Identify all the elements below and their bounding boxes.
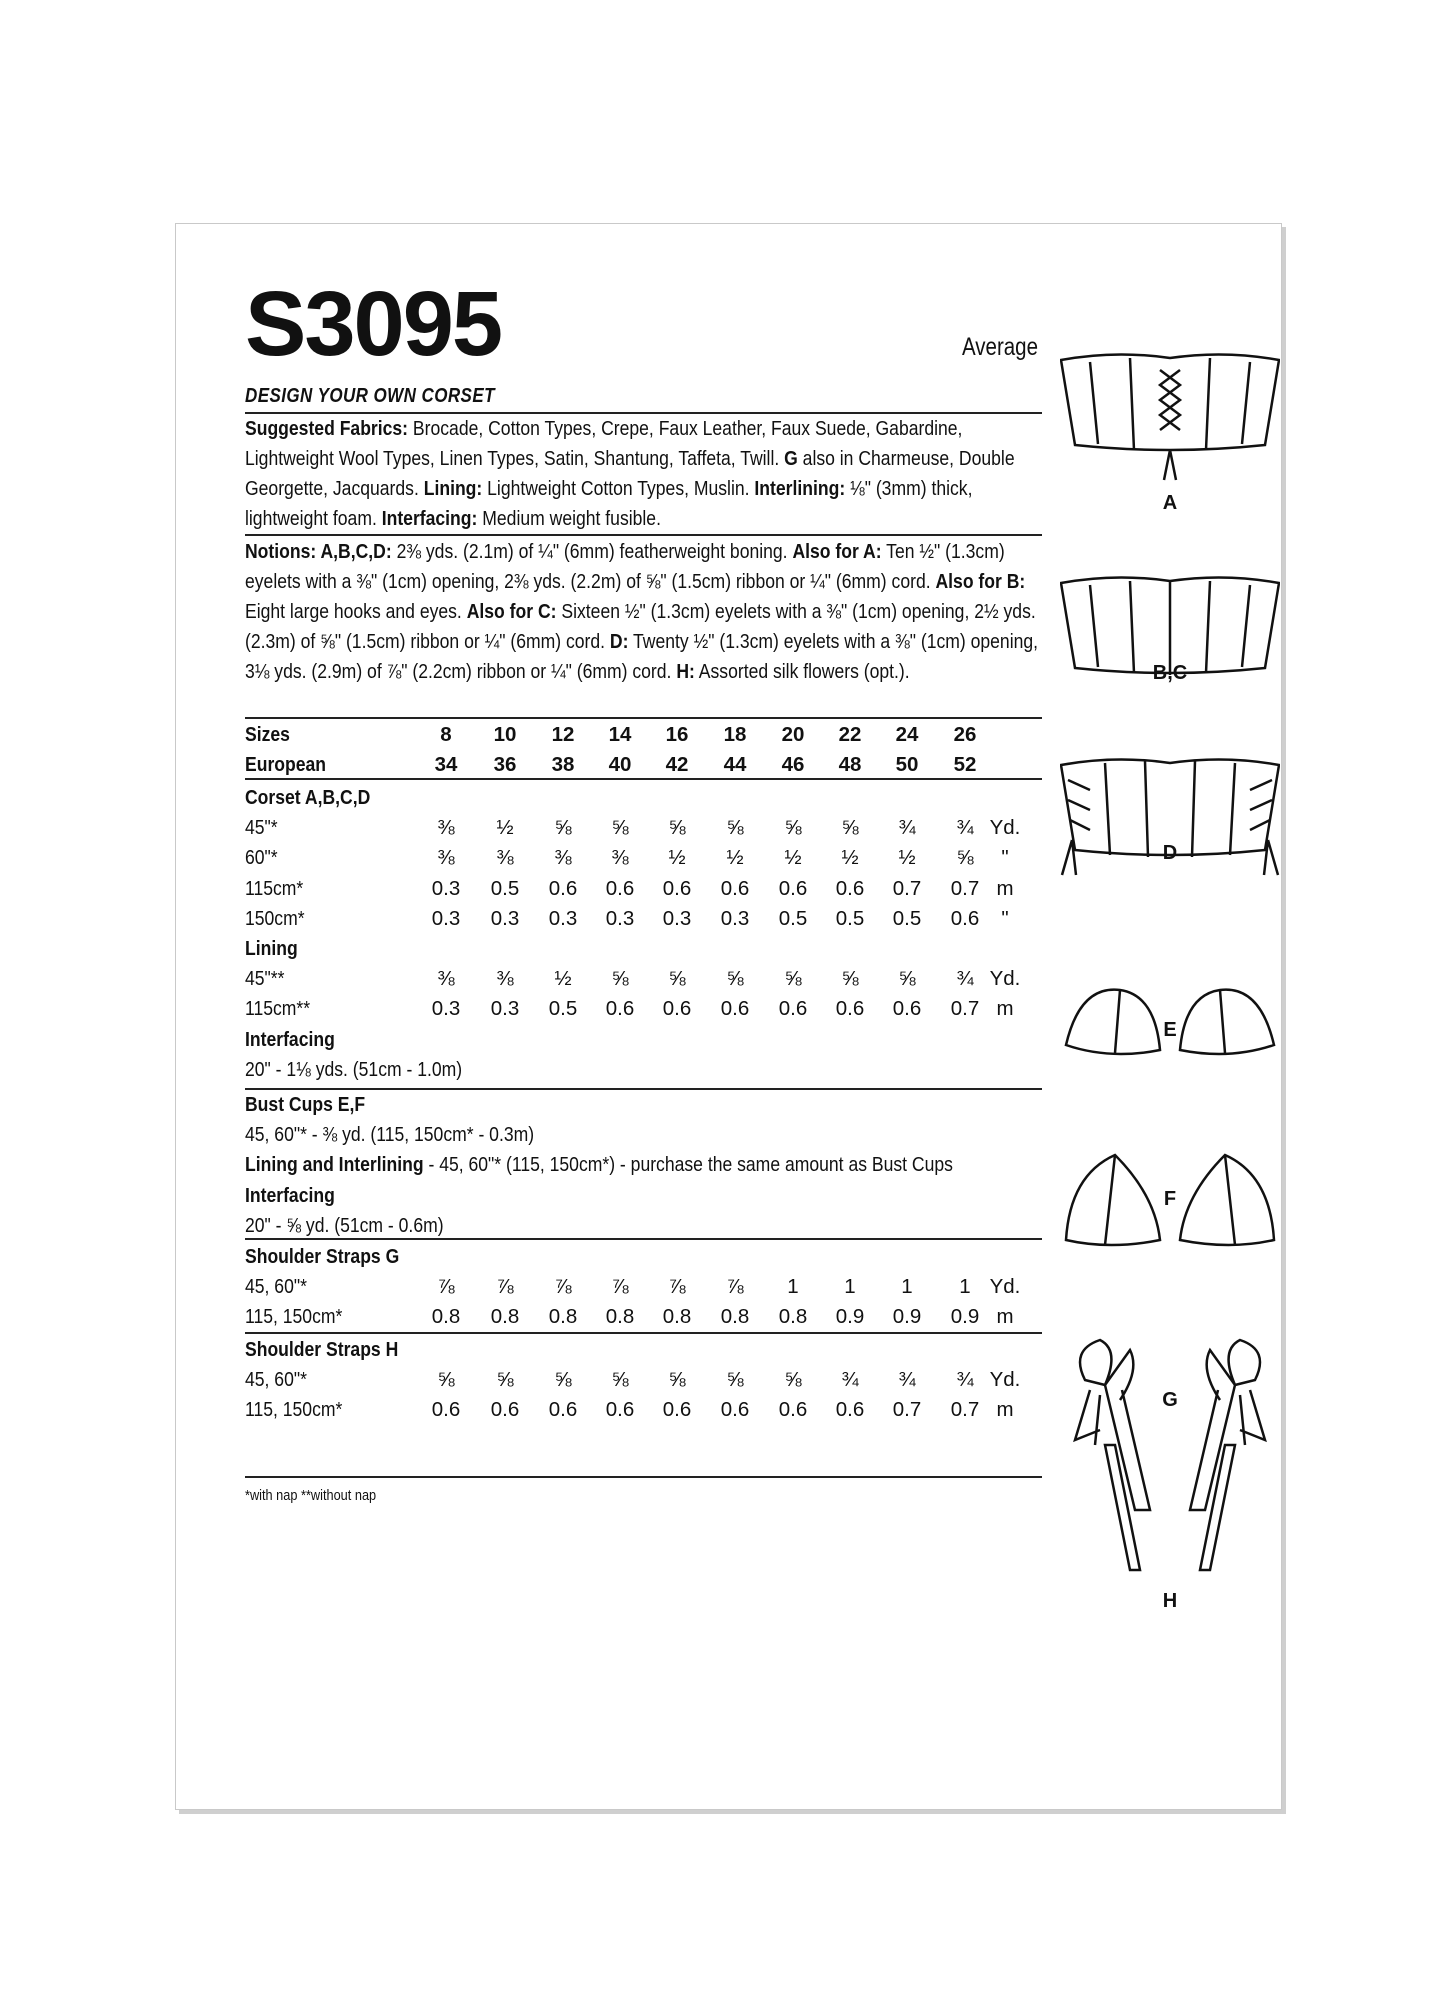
european-label: European bbox=[245, 753, 327, 777]
yardage-cell: 0.3 bbox=[431, 876, 461, 900]
view-bc-corset-icon bbox=[1061, 577, 1279, 675]
yardage-cell: ½ bbox=[554, 967, 572, 991]
yardage-cell: ⅝ bbox=[726, 1368, 744, 1392]
size-eu: 48 bbox=[838, 753, 862, 777]
yardage-cell: 0.3 bbox=[720, 906, 750, 930]
unit-cell: m bbox=[996, 876, 1014, 900]
yardage-cell: 0.6 bbox=[778, 997, 808, 1021]
unit-cell: Yd. bbox=[989, 967, 1021, 991]
yardage-cell: 0.3 bbox=[605, 906, 635, 930]
yardage-cell: 0.5 bbox=[548, 997, 578, 1021]
yardage-cell: 0.6 bbox=[548, 1398, 578, 1422]
section-heading: Shoulder Straps G bbox=[245, 1245, 400, 1268]
view-g-shoulder-straps-icon bbox=[1075, 1340, 1265, 1510]
yardage-cell: 0.8 bbox=[778, 1305, 808, 1329]
yardage-cell: ⅝ bbox=[437, 1368, 455, 1392]
size-us: 14 bbox=[608, 723, 632, 746]
yardage-cell: 0.3 bbox=[548, 906, 578, 930]
fabrics-text: Brocade, Cotton Types, Crepe, Faux Leather, Faux Suede, Gabardine, Lightweight Wool Types, Linen Types, Satin, Shantung, Taffeta, Twill. bbox=[245, 417, 963, 470]
yardage-cell: 0.6 bbox=[835, 876, 865, 900]
yardage-cell: ⅜ bbox=[496, 967, 514, 991]
section-heading: Shoulder Straps H bbox=[245, 1338, 399, 1361]
yardage-cell: 0.8 bbox=[490, 1305, 520, 1329]
yardage-cell: 0.8 bbox=[720, 1305, 750, 1329]
unit-cell: m bbox=[996, 1398, 1014, 1422]
interfacing-text: 20" - ⅝ yd. (51cm - 0.6m) bbox=[245, 1213, 444, 1237]
notions-label: Also for B: bbox=[935, 570, 1026, 593]
divider bbox=[245, 534, 1042, 536]
view-a-corset-icon bbox=[1061, 354, 1279, 480]
unit-cell: m bbox=[996, 997, 1014, 1021]
yardage-cell: 0.9 bbox=[950, 1305, 980, 1329]
yardage-cell: ½ bbox=[898, 846, 916, 870]
divider bbox=[245, 1238, 1042, 1240]
yardage-cell: 0.7 bbox=[950, 997, 980, 1021]
yardage-cell: 0.6 bbox=[662, 1398, 692, 1422]
yardage-cell: 0.6 bbox=[892, 997, 922, 1021]
unit-cell: " bbox=[1001, 906, 1009, 930]
view-label-a: A bbox=[1162, 492, 1178, 514]
yardage-cell: 0.8 bbox=[431, 1305, 461, 1329]
row-label: 115cm* bbox=[245, 876, 304, 900]
yardage-cell: 0.5 bbox=[490, 876, 520, 900]
section-heading: Interfacing bbox=[245, 1027, 335, 1051]
yardage-cell: 0.6 bbox=[548, 876, 578, 900]
size-eu: 36 bbox=[493, 753, 517, 777]
fabrics-text: Medium weight fusible. bbox=[477, 507, 661, 530]
size-eu: 44 bbox=[723, 753, 747, 777]
yardage-cell: ½ bbox=[726, 846, 744, 870]
yardage-cell: 0.6 bbox=[431, 1398, 461, 1422]
view-label-e: E bbox=[1163, 1019, 1177, 1041]
row-label: 150cm* bbox=[245, 906, 305, 930]
pattern-number: S3095 bbox=[245, 273, 502, 375]
yardage-cell: ⅜ bbox=[437, 846, 455, 870]
yardage-cell: 1 bbox=[844, 1275, 856, 1299]
yardage-cell: ⅜ bbox=[611, 846, 629, 870]
unit-cell: " bbox=[1001, 846, 1009, 870]
divider bbox=[245, 1476, 1042, 1478]
fabrics-label: Interfacing: bbox=[381, 507, 478, 530]
yardage-cell: ½ bbox=[784, 846, 802, 870]
yardage-cell: 0.3 bbox=[662, 906, 692, 930]
yardage-cell: ¾ bbox=[956, 1368, 974, 1392]
yardage-cell: ⅝ bbox=[784, 816, 802, 840]
size-eu: 42 bbox=[665, 753, 689, 777]
yardage-cell: ⅝ bbox=[784, 1368, 802, 1392]
yardage-cell: 0.7 bbox=[950, 876, 980, 900]
yardage-cell: 0.6 bbox=[950, 906, 980, 930]
sizes-label: Sizes bbox=[245, 723, 290, 746]
view-label-bc: B,C bbox=[1152, 662, 1188, 684]
fabrics-text: Lightweight Cotton Types, Muslin. bbox=[482, 477, 755, 500]
yardage-cell: ⅞ bbox=[437, 1275, 455, 1299]
yardage-cell: ⅜ bbox=[437, 967, 455, 991]
size-us: 26 bbox=[953, 723, 977, 746]
view-label-h: H bbox=[1162, 1590, 1178, 1612]
yardage-cell: ⅝ bbox=[611, 816, 629, 840]
size-eu: 52 bbox=[953, 753, 977, 777]
view-label-d: D bbox=[1162, 842, 1178, 864]
yardage-cell: 0.6 bbox=[720, 876, 750, 900]
yardage-cell: ⅝ bbox=[611, 1368, 629, 1392]
yardage-cell: ⅝ bbox=[554, 816, 572, 840]
yardage-cell: 0.7 bbox=[892, 1398, 922, 1422]
row-label: 115, 150cm* bbox=[245, 1398, 343, 1422]
view-label-g: G bbox=[1162, 1389, 1178, 1411]
yardage-cell: 0.6 bbox=[720, 1398, 750, 1422]
yardage-cell: 0.6 bbox=[605, 1398, 635, 1422]
size-eu: 38 bbox=[551, 753, 575, 777]
yardage-cell: ¾ bbox=[956, 967, 974, 991]
yardage-cell: 0.9 bbox=[835, 1305, 865, 1329]
bust-cups-text: 45, 60"* - ⅜ yd. (115, 150cm* - 0.3m) bbox=[245, 1123, 535, 1147]
yardage-cell: ⅝ bbox=[496, 1368, 514, 1392]
unit-cell: Yd. bbox=[989, 816, 1021, 840]
unit-cell: Yd. bbox=[989, 1275, 1021, 1299]
yardage-cell: 0.7 bbox=[950, 1398, 980, 1422]
size-us: 12 bbox=[551, 723, 575, 746]
yardage-cell: ⅝ bbox=[668, 816, 686, 840]
yardage-cell: 0.9 bbox=[892, 1305, 922, 1329]
yardage-cell: ⅞ bbox=[726, 1275, 744, 1299]
yardage-cell: 0.6 bbox=[662, 997, 692, 1021]
yardage-cell: ⅝ bbox=[841, 816, 859, 840]
size-us: 20 bbox=[781, 723, 805, 746]
yardage-cell: ¾ bbox=[841, 1368, 859, 1392]
yardage-cell: ¾ bbox=[898, 1368, 916, 1392]
yardage-cell: ⅝ bbox=[898, 967, 916, 991]
yardage-cell: 0.6 bbox=[720, 997, 750, 1021]
yardage-cell: ⅝ bbox=[726, 816, 744, 840]
notions-label: Notions: A,B,C,D: bbox=[245, 540, 392, 563]
footnote: *with nap **without nap bbox=[245, 1487, 377, 1504]
yardage-cell: 0.6 bbox=[605, 876, 635, 900]
yardage-cell: ½ bbox=[841, 846, 859, 870]
section-heading: Corset A,B,C,D bbox=[245, 786, 371, 809]
fabrics-text: also in Charmeuse, Double Georgette, Jacquards. bbox=[245, 447, 1015, 500]
yardage-cell: 1 bbox=[901, 1275, 913, 1299]
unit-cell: Yd. bbox=[989, 1368, 1021, 1392]
yardage-cell: ⅝ bbox=[726, 967, 744, 991]
notions-text: Twenty ½" (1.3cm) eyelets with a ⅜" (1cm) opening, 3⅛ yds. (2.9m) of ⅞" (2.2cm) ribbon or ¼" (6mm) cord. bbox=[245, 630, 1039, 683]
notions-label: D: bbox=[609, 630, 629, 653]
notions bbox=[245, 537, 1042, 687]
lining-interlining-text: - 45, 60"* (115, 150cm*) - purchase the same amount as Bust Cups bbox=[423, 1153, 953, 1177]
fabrics-label: Interlining: bbox=[754, 477, 846, 500]
fabrics-text: ⅛" (3mm) thick, lightweight foam. bbox=[245, 477, 973, 530]
yardage-cell: ⅜ bbox=[437, 816, 455, 840]
yardage-cell: 0.8 bbox=[548, 1305, 578, 1329]
size-us: 22 bbox=[838, 723, 862, 746]
view-label-f: F bbox=[1163, 1188, 1177, 1210]
size-us: 8 bbox=[440, 723, 452, 746]
size-eu: 34 bbox=[434, 753, 458, 777]
yardage-cell: 0.6 bbox=[835, 1398, 865, 1422]
yardage-cell: ⅝ bbox=[668, 967, 686, 991]
divider bbox=[245, 717, 1042, 719]
size-eu: 46 bbox=[781, 753, 805, 777]
yardage-cell: 1 bbox=[959, 1275, 971, 1299]
yardage-cell: ⅝ bbox=[611, 967, 629, 991]
yardage-cell: 0.3 bbox=[431, 997, 461, 1021]
section-heading: Bust Cups E,F bbox=[245, 1093, 366, 1116]
divider bbox=[245, 1332, 1042, 1334]
yardage-cell: ⅝ bbox=[841, 967, 859, 991]
size-eu: 50 bbox=[895, 753, 919, 777]
yardage-cell: 0.3 bbox=[490, 997, 520, 1021]
unit-cell: m bbox=[996, 1305, 1014, 1329]
lining-interlining-label: Lining and Interlining bbox=[245, 1153, 424, 1177]
notions-label: H: bbox=[676, 660, 695, 683]
divider bbox=[245, 778, 1042, 780]
yardage-cell: 0.5 bbox=[778, 906, 808, 930]
yardage-cell: ⅝ bbox=[956, 846, 974, 870]
notions-label: Also for A: bbox=[792, 540, 882, 563]
yardage-cell: 0.3 bbox=[490, 906, 520, 930]
yardage-cell: ½ bbox=[496, 816, 514, 840]
yardage-cell: 0.7 bbox=[892, 876, 922, 900]
suggested-fabrics bbox=[245, 414, 1042, 534]
view-illustrations bbox=[1060, 340, 1280, 1640]
notions-text: 2⅜ yds. (2.1m) of ¼" (6mm) featherweight boning. bbox=[391, 540, 793, 563]
yardage-cell: ⅞ bbox=[668, 1275, 686, 1299]
lining-interlining bbox=[245, 1153, 953, 1177]
pattern-title: DESIGN YOUR OWN CORSET bbox=[245, 385, 495, 407]
row-label: 45"** bbox=[245, 967, 285, 991]
yardage-cell: 0.6 bbox=[605, 997, 635, 1021]
size-us: 24 bbox=[895, 723, 919, 746]
notions-text: Ten ½" (1.3cm) eyelets with a ⅜" (1cm) opening, 2⅜ yds. (2.2m) of ⅝" (1.5cm) ribbon or ¼" (6mm) cord. bbox=[245, 540, 1005, 593]
yardage-cell: 0.6 bbox=[778, 1398, 808, 1422]
fabrics-label: G bbox=[784, 447, 798, 470]
yardage-cell: ⅞ bbox=[611, 1275, 629, 1299]
yardage-cell: 0.6 bbox=[662, 876, 692, 900]
notions-text: Sixteen ½" (1.3cm) eyelets with a ⅜" (1cm) opening, 2½ yds. (2.3m) of ⅝" (1.5cm) ribbon or ¼" (6mm) cord. bbox=[245, 600, 1036, 653]
section-heading: Lining bbox=[245, 937, 298, 960]
yardage-cell: 0.8 bbox=[662, 1305, 692, 1329]
yardage-cell: 0.6 bbox=[778, 876, 808, 900]
fabrics-label: Lining: bbox=[423, 477, 483, 500]
notions-text: Eight large hooks and eyes. bbox=[245, 600, 467, 623]
yardage-cell: ½ bbox=[668, 846, 686, 870]
section-heading: Interfacing bbox=[245, 1183, 335, 1207]
yardage-cell: ⅝ bbox=[784, 967, 802, 991]
yardage-cell: ⅞ bbox=[554, 1275, 572, 1299]
size-us: 10 bbox=[493, 723, 517, 746]
yardage-cell: ⅜ bbox=[496, 846, 514, 870]
yardage-cell: 0.5 bbox=[892, 906, 922, 930]
divider bbox=[245, 1088, 1042, 1090]
yardage-cell: 1 bbox=[787, 1275, 799, 1299]
fabrics-label: Suggested Fabrics: bbox=[245, 417, 409, 440]
yardage-cell: 0.5 bbox=[835, 906, 865, 930]
size-us: 16 bbox=[665, 723, 689, 746]
yardage-cell: 0.3 bbox=[431, 906, 461, 930]
interfacing-text: 20" - 1⅛ yds. (51cm - 1.0m) bbox=[245, 1057, 463, 1081]
row-label: 45"* bbox=[245, 816, 278, 840]
notions-label: Also for C: bbox=[466, 600, 557, 623]
yardage-cell: ¾ bbox=[956, 816, 974, 840]
yardage-cell: 0.6 bbox=[490, 1398, 520, 1422]
size-range: Average bbox=[962, 333, 1038, 361]
yardage-cell: ¾ bbox=[898, 816, 916, 840]
yardage-cell: 0.6 bbox=[835, 997, 865, 1021]
yardage-cell: ⅜ bbox=[554, 846, 572, 870]
row-label: 115cm** bbox=[245, 997, 311, 1021]
row-label: 115, 150cm* bbox=[245, 1305, 343, 1329]
notions-text: Assorted silk flowers (opt.). bbox=[694, 660, 910, 683]
row-label: 60"* bbox=[245, 846, 278, 870]
size-eu: 40 bbox=[608, 753, 632, 777]
yardage-cell: 0.8 bbox=[605, 1305, 635, 1329]
yardage-cell: ⅞ bbox=[496, 1275, 514, 1299]
yardage-cell: ⅝ bbox=[554, 1368, 572, 1392]
row-label: 45, 60"* bbox=[245, 1275, 307, 1299]
yardage-cell: ⅝ bbox=[668, 1368, 686, 1392]
row-label: 45, 60"* bbox=[245, 1368, 307, 1392]
size-us: 18 bbox=[723, 723, 747, 746]
